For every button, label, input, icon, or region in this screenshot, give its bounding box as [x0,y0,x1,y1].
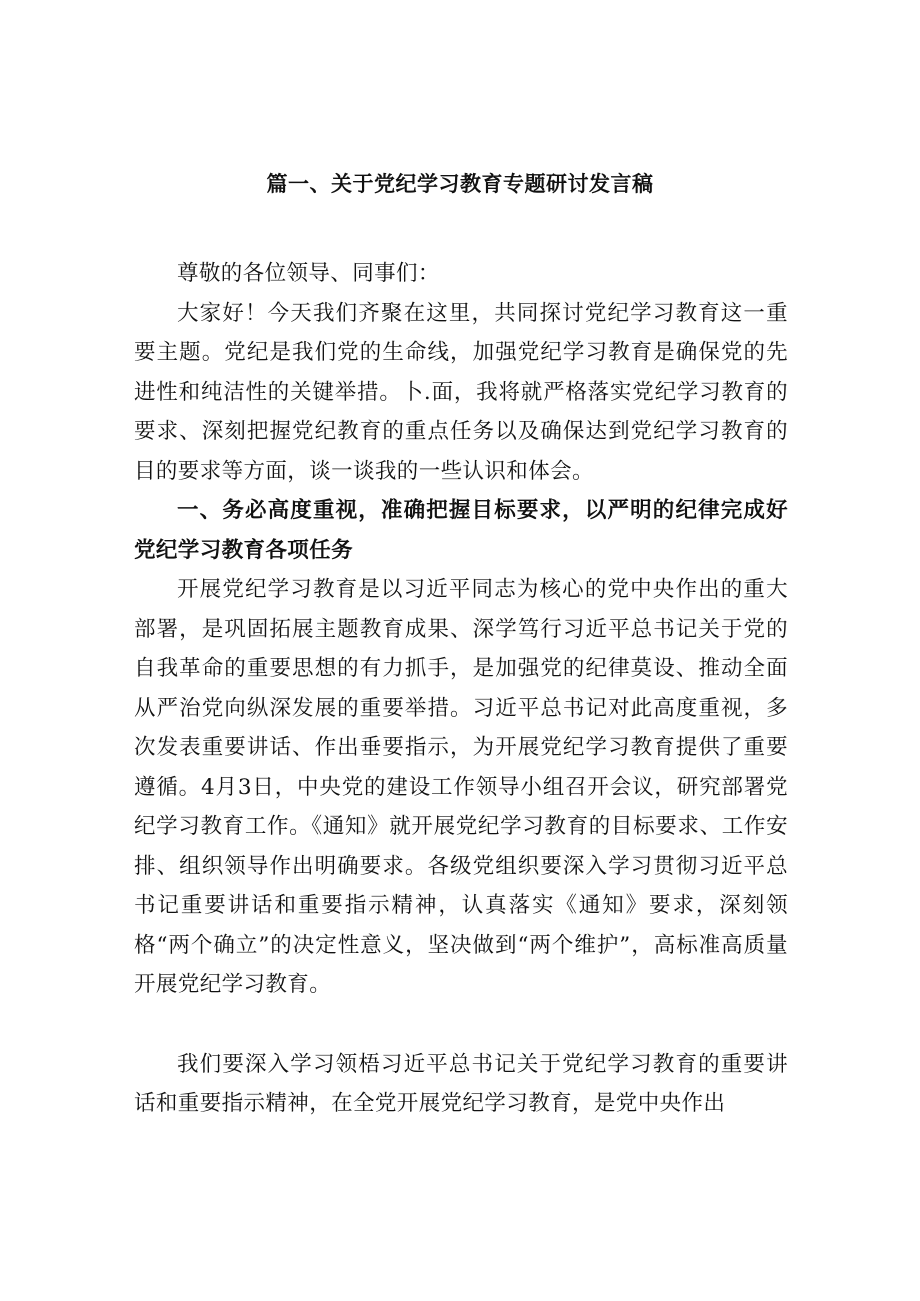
document-body [134,254,788,1124]
body-paragraph-2: 我们要深入学习领梧习近平总书记关于党纪学习教育的重要讲话和重要指示精神，在全党开展党纪学习教育，是党中央作出 [134,1051,788,1116]
body-paragraph-1: 开展党纪学习教育是以习近平同志为核心的党中央作出的重大部署，是巩固拓展主题教育成果、深学笃行习近平总书记关于党的自我革命的重要思想的有力抓手，是加强党的纪律莫设、推动全面从严治党向纵深发展的重要举措。习近平总书记对此高度重视，多次发表重要讲话、作出垂要指示，为开展党纪学习教育提供了重要遵循。4月3日，中央党的建设工作领导小组召开会议，研究部署党纪学习教育工作。《通知》就开展党纪学习教育的目标要求、工作安排、组织领导作出明确要求。各级党组织要深入学习贯彻习近平总书记重要讲话和重要指示精神，认真落实《通知》要求，深刻领格“两个确立”的决定性意义，坚决做到“两个维护”，高标准高质量开展党纪学习教育。 [134,577,788,997]
intro-paragraph: 大家好！今天我们齐聚在这里，共同探讨党纪学习教育这一重要主题。党纪是我们党的生命线，加强党纪学习教育是确保党的先进性和纯洁性的关键举措。卜.面，我将就严格落实党纪学习教育的要求、深刻把握党纪教育的重点任务以及确保达到党纪学习教育的目的要求等方面，谈一谈我的一些认识和体会。 [134,300,788,484]
section-heading-1: 一、务必高度重视，准确把握目标要求，以严明的纪律完成好党纪学习教育各项任务 [134,498,788,563]
document-title: 篇一、关于党纪学习教育专题研讨发言稿 [266,172,654,197]
salutation-paragraph: 尊敬的各位领导、同事们： [177,261,440,286]
